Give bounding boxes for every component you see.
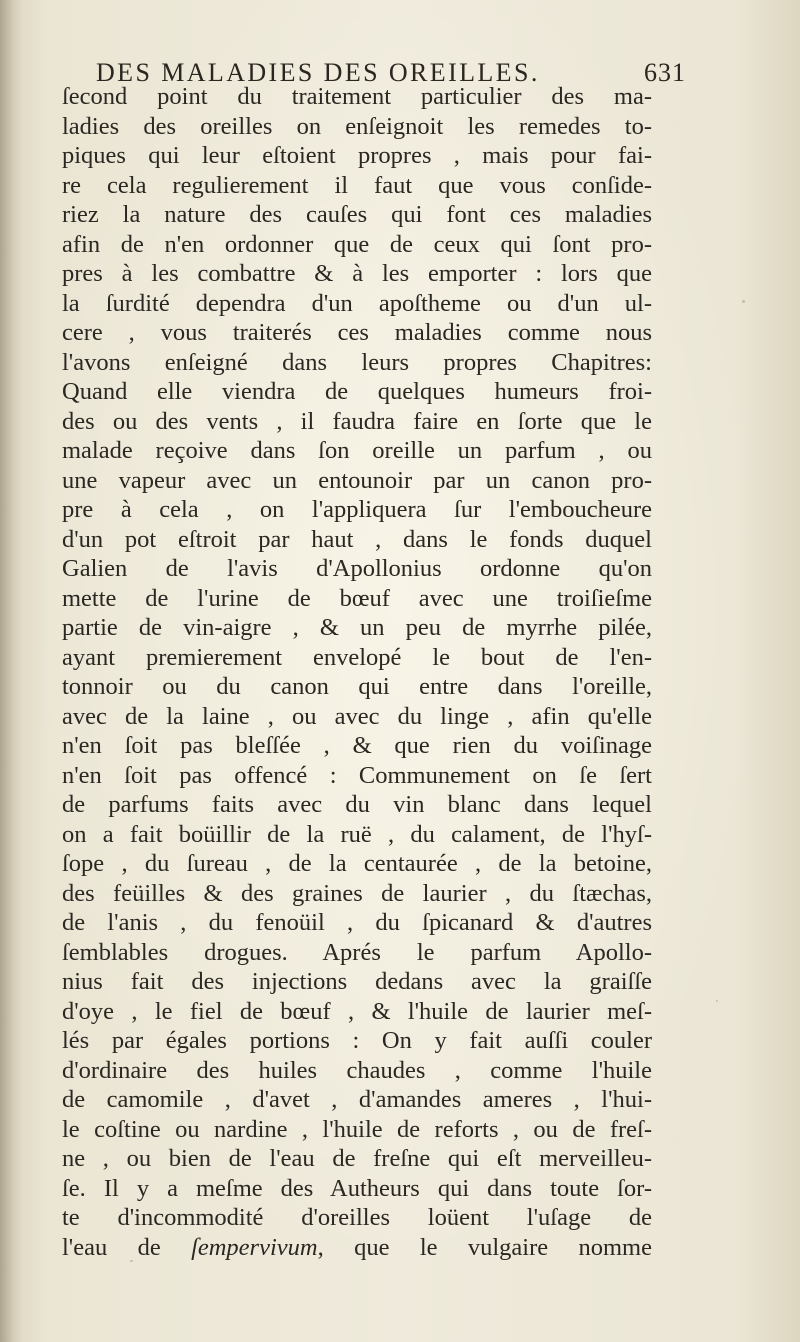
- text-line: ſope , du ſureau , de la centaurée , de la betoine,: [62, 850, 652, 877]
- body-text: [62, 82, 652, 1262]
- text-line: ayant premierement envelopé le bout de l'en-: [62, 643, 652, 671]
- text-line: de camomile , d'avet , d'amandes ameres , l'hui-: [62, 1086, 652, 1113]
- text-line: de l'anis , du fenoüil , du ſpicanard & d'autres: [62, 909, 652, 936]
- text-line: des feüilles & des graines de laurier , du ſtæchas,: [62, 879, 652, 907]
- last-line-after: , que le vulgaire nomme: [317, 1233, 652, 1261]
- text-line: n'en ſoit pas bleſſée , & que rien du voiſinage: [62, 732, 652, 759]
- text-line: malade reçoive dans ſon oreille un parfum , ou: [62, 437, 652, 464]
- text-line: tonnoir ou du canon qui entre dans l'oreille,: [62, 673, 652, 700]
- last-line-italic-term: ſempervivum: [191, 1233, 318, 1261]
- text-line: Quand elle viendra de quelques humeurs froi-: [62, 378, 652, 405]
- text-line: d'un pot eſtroit par haut , dans le fonds duquel: [62, 525, 652, 553]
- text-line-last: [62, 1233, 652, 1263]
- text-line: piques qui leur eſtoient propres , mais pour fai-: [62, 142, 652, 169]
- text-line: avec de la laine , ou avec du linge , afin qu'elle: [62, 702, 652, 730]
- text-line: mette de l'urine de bœuf avec une troiſieſme: [62, 584, 652, 612]
- text-line: ſe. Il y a meſme des Autheurs qui dans toute ſor-: [62, 1174, 652, 1202]
- text-line: cere , vous traiterés ces maladies comme nous: [62, 319, 652, 346]
- paper-speck: [716, 1000, 718, 1002]
- running-head-title: DES MALADIES DES OREILLES.: [96, 58, 540, 87]
- last-line-before: l'eau de: [62, 1233, 192, 1261]
- text-line: te d'incommodité d'oreilles loüent l'uſage de: [62, 1204, 652, 1231]
- text-line: lés par égales portions : On y fait auſſi couler: [62, 1027, 652, 1054]
- text-line: l'avons enſeigné dans leurs propres Chapitres:: [62, 348, 652, 376]
- paper-speck: [130, 1260, 133, 1262]
- page-number: 631: [644, 58, 686, 87]
- text-line: Galien de l'avis d'Apollonius ordonne qu'on: [62, 555, 652, 582]
- text-line: des ou des vents , il faudra faire en ſorte que le: [62, 407, 652, 435]
- text-line: afin de n'en ordonner que de ceux qui ſont pro-: [62, 230, 652, 258]
- text-line: la ſurdité dependra d'un apoſtheme ou d'un ul-: [62, 289, 652, 317]
- text-line: d'ordinaire des huiles chaudes , comme l'huile: [62, 1056, 652, 1084]
- text-line: partie de vin-aigre , & un peu de myrrhe pilée,: [62, 614, 652, 641]
- text-line: de parfums faits avec du vin blanc dans lequel: [62, 791, 652, 818]
- text-line: nius fait des injections dedans avec la graiſſe: [62, 968, 652, 995]
- binding-gutter-shadow: [0, 0, 22, 1342]
- paper-speck: [742, 300, 745, 303]
- text-line: pre à cela , on l'appliquera ſur l'embouchеure: [62, 496, 652, 523]
- text-line: ſecond point du traitement particulier des ma-: [62, 83, 652, 110]
- text-line: riez la nature des cauſes qui font ces maladies: [62, 201, 652, 228]
- text-line: ne , ou bien de l'eau de freſne qui eſt merveilleu-: [62, 1145, 652, 1172]
- text-line: le coſtine ou nardine , l'huile de reforts , ou de freſ-: [62, 1115, 652, 1143]
- text-line: n'en ſoit pas offencé : Communement on ſe ſert: [62, 761, 652, 789]
- text-line: re cela regulierement il faut que vous conſide-: [62, 171, 652, 199]
- text-line: on a fait boüillir de la ruë , du calament, de l'hyſ-: [62, 820, 652, 848]
- text-line: d'oye , le fiel de bœuf , & l'huile de laurier meſ-: [62, 997, 652, 1025]
- text-line: une vapeur avec un entounoir par un canon pro-: [62, 466, 652, 494]
- text-line: ladies des oreilles on enſeignoit les remedes to-: [62, 112, 652, 140]
- text-line: ſemblables drogues. Aprés le parfum Apollo-: [62, 938, 652, 966]
- text-line: pres à les combattre & à les emporter : lors que: [62, 260, 652, 287]
